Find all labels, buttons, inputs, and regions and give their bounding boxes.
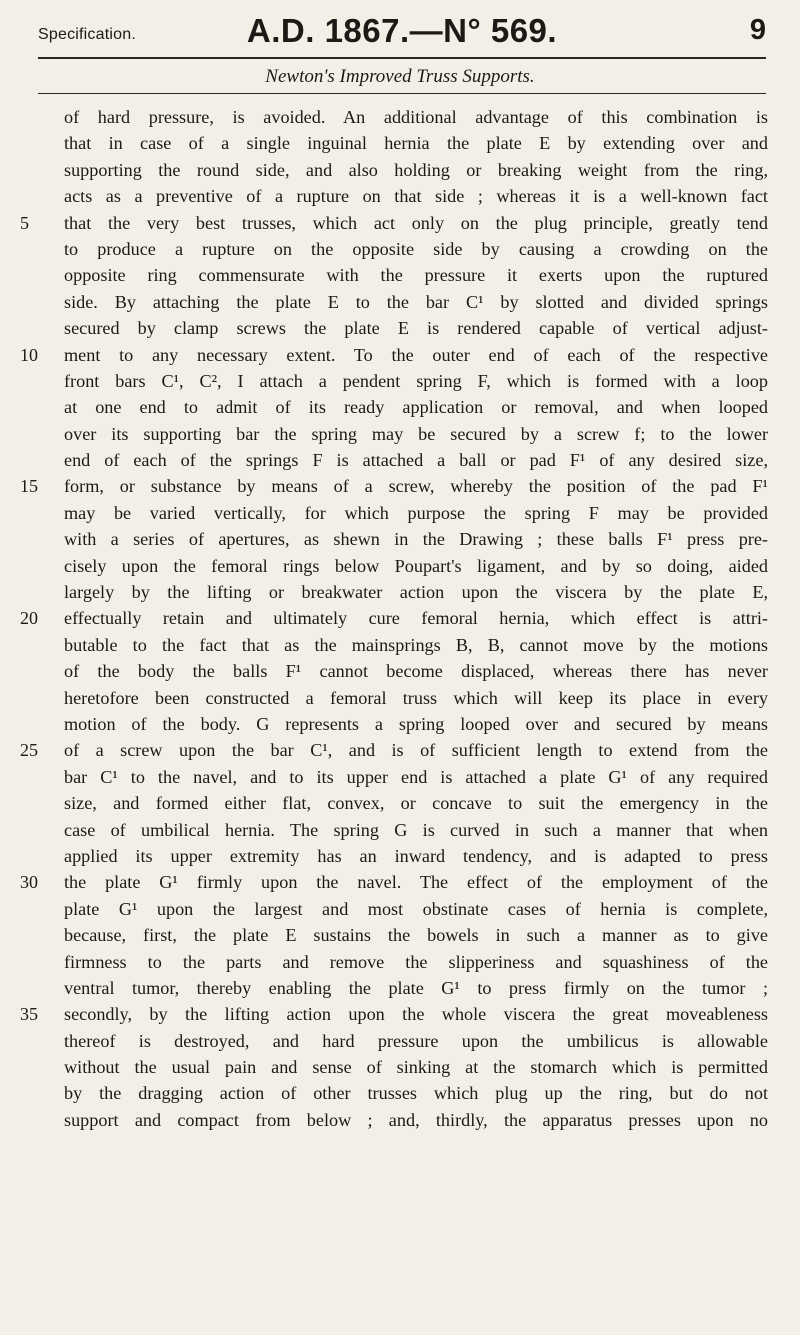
text-line: [64, 104, 768, 130]
line-number: 20: [20, 608, 38, 629]
line-text: firmness to the parts and remove the slipperiness and squashiness of the: [64, 951, 768, 972]
text-line: [64, 790, 768, 816]
line-text: because, first, the plate E sustains the bowels in such a manner as to give: [64, 925, 768, 946]
text-line: [64, 922, 768, 948]
text-line: [64, 262, 768, 288]
text-line: [64, 236, 768, 262]
page-number: 9: [749, 14, 766, 46]
running-title: Newton's Improved Truss Supports.: [265, 66, 535, 87]
line-number: 25: [20, 740, 38, 761]
line-text: secondly, by the lifting action upon the whole viscera the great moveableness: [64, 1004, 768, 1025]
text-line: [64, 949, 768, 975]
line-text: ventral tumor, thereby enabling the plate G¹ to press firmly on the tumor ;: [64, 977, 768, 998]
line-text: of the body the balls F¹ cannot become displaced, whereas there has never: [64, 661, 768, 682]
section-label: Specification.: [38, 26, 136, 43]
line-text: may be varied vertically, for which purpose the spring F may be provided: [64, 502, 768, 523]
line-text: that in case of a single inguinal hernia the plate E by extending over and: [64, 133, 768, 154]
line-text: plate G¹ upon the largest and most obstinate cases of hernia is complete,: [64, 898, 768, 919]
text-line: [20, 869, 768, 895]
text-line: [64, 658, 768, 684]
text-line: [20, 1001, 768, 1027]
text-line: [64, 975, 768, 1001]
text-line: [64, 526, 768, 552]
line-text: supporting the round side, and also holding or breaking weight from the ring,: [64, 159, 768, 180]
line-text: ment to any necessary extent. To the outer end of each of the respective: [64, 344, 768, 365]
line-text: to produce a rupture on the opposite side by causing a crowding on the: [64, 238, 768, 259]
line-text: motion of the body. G represents a spring looped over and secured by means: [64, 713, 768, 734]
line-number: 15: [20, 476, 38, 497]
line-number: 10: [20, 344, 38, 365]
text-line: [64, 843, 768, 869]
header-rule: [38, 57, 766, 59]
line-number: 35: [20, 1004, 38, 1025]
text-line: [64, 368, 768, 394]
line-text: support and compact from below ; and, thirdly, the apparatus presses upon no: [64, 1109, 768, 1130]
text-line: [64, 817, 768, 843]
text-line: [64, 1107, 768, 1133]
text-line: [20, 473, 768, 499]
line-text: front bars C¹, C², I attach a pendent spring F, which is formed with a loop: [64, 370, 768, 391]
text-line: [64, 764, 768, 790]
line-number: 30: [20, 872, 38, 893]
line-text: largely by the lifting or breakwater action upon the viscera by the plate E,: [64, 582, 768, 603]
text-line: [64, 711, 768, 737]
line-text: bar C¹ to the navel, and to its upper end is attached a plate G¹ of any required: [64, 766, 768, 787]
document-title: A.D. 1867.—N° 569.: [246, 12, 558, 49]
text-line: [64, 289, 768, 315]
line-text: secured by clamp screws the plate E is rendered capable of vertical adjust-: [64, 318, 768, 339]
line-text: over its supporting bar the spring may be secured by a screw f; to the lower: [64, 423, 768, 444]
line-text: butable to the fact that as the mainsprings B, B, cannot move by the motions: [64, 634, 768, 655]
text-line: [64, 130, 768, 156]
line-text: by the dragging action of other trusses which plug up the ring, but do not: [64, 1083, 768, 1104]
text-line: [64, 579, 768, 605]
text-line: [64, 394, 768, 420]
text-line: [64, 1080, 768, 1106]
line-text: without the usual pain and sense of sinking at the stomarch which is permitted: [64, 1057, 768, 1078]
text-line: [20, 210, 768, 236]
running-title-rule: [38, 93, 766, 94]
line-text: acts as a preventive of a rupture on that side ; whereas it is a well-known fact: [64, 186, 768, 207]
line-text: thereof is destroyed, and hard pressure upon the umbilicus is allowable: [64, 1030, 768, 1051]
line-text: heretofore been constructed a femoral truss which will keep its place in every: [64, 687, 768, 708]
text-line: [64, 896, 768, 922]
line-text: of a screw upon the bar C¹, and is of sufficient length to extend from the: [64, 740, 768, 761]
text-line: [20, 737, 768, 763]
line-text: applied its upper extremity has an inward tendency, and is adapted to press: [64, 845, 768, 866]
line-number: 5: [20, 212, 29, 233]
line-text: size, and formed either flat, convex, or concave to suit the emergency in the: [64, 793, 768, 814]
line-text: at one end to admit of its ready application or removal, and when looped: [64, 397, 768, 418]
text-line: [64, 1028, 768, 1054]
line-text: of hard pressure, is avoided. An additional advantage of this combination is: [64, 107, 768, 127]
text-line: [64, 632, 768, 658]
line-text: side. By attaching the plate E to the bar C¹ by slotted and divided springs: [64, 291, 768, 312]
line-text: with a series of apertures, as shewn in the Drawing ; these balls F¹ press pre-: [64, 529, 768, 550]
text-line: [64, 553, 768, 579]
line-text: case of umbilical hernia. The spring G is curved in such a manner that when: [64, 819, 768, 840]
line-text: the plate G¹ firmly upon the navel. The effect of the employment of the: [64, 872, 768, 893]
body-text: [20, 104, 768, 1133]
line-text: form, or substance by means of a screw, whereby the position of the pad F¹: [64, 476, 768, 497]
line-text: effectually retain and ultimately cure femoral hernia, which effect is attri-: [64, 608, 768, 629]
line-text: end of each of the springs F is attached a ball or pad F¹ of any desired size,: [64, 450, 768, 471]
line-text: cisely upon the femoral rings below Poupart's ligament, and by so doing, aided: [64, 555, 768, 576]
text-line: [20, 605, 768, 631]
line-text: that the very best trusses, which act only on the plug principle, greatly tend: [64, 212, 768, 233]
text-line: [64, 447, 768, 473]
text-line: [64, 183, 768, 209]
text-line: [64, 1054, 768, 1080]
text-line: [64, 500, 768, 526]
text-line: [64, 157, 768, 183]
text-line: [64, 421, 768, 447]
text-line: [64, 315, 768, 341]
text-line: [64, 685, 768, 711]
line-text: opposite ring commensurate with the pressure it exerts upon the ruptured: [64, 265, 768, 286]
text-line: [20, 342, 768, 368]
